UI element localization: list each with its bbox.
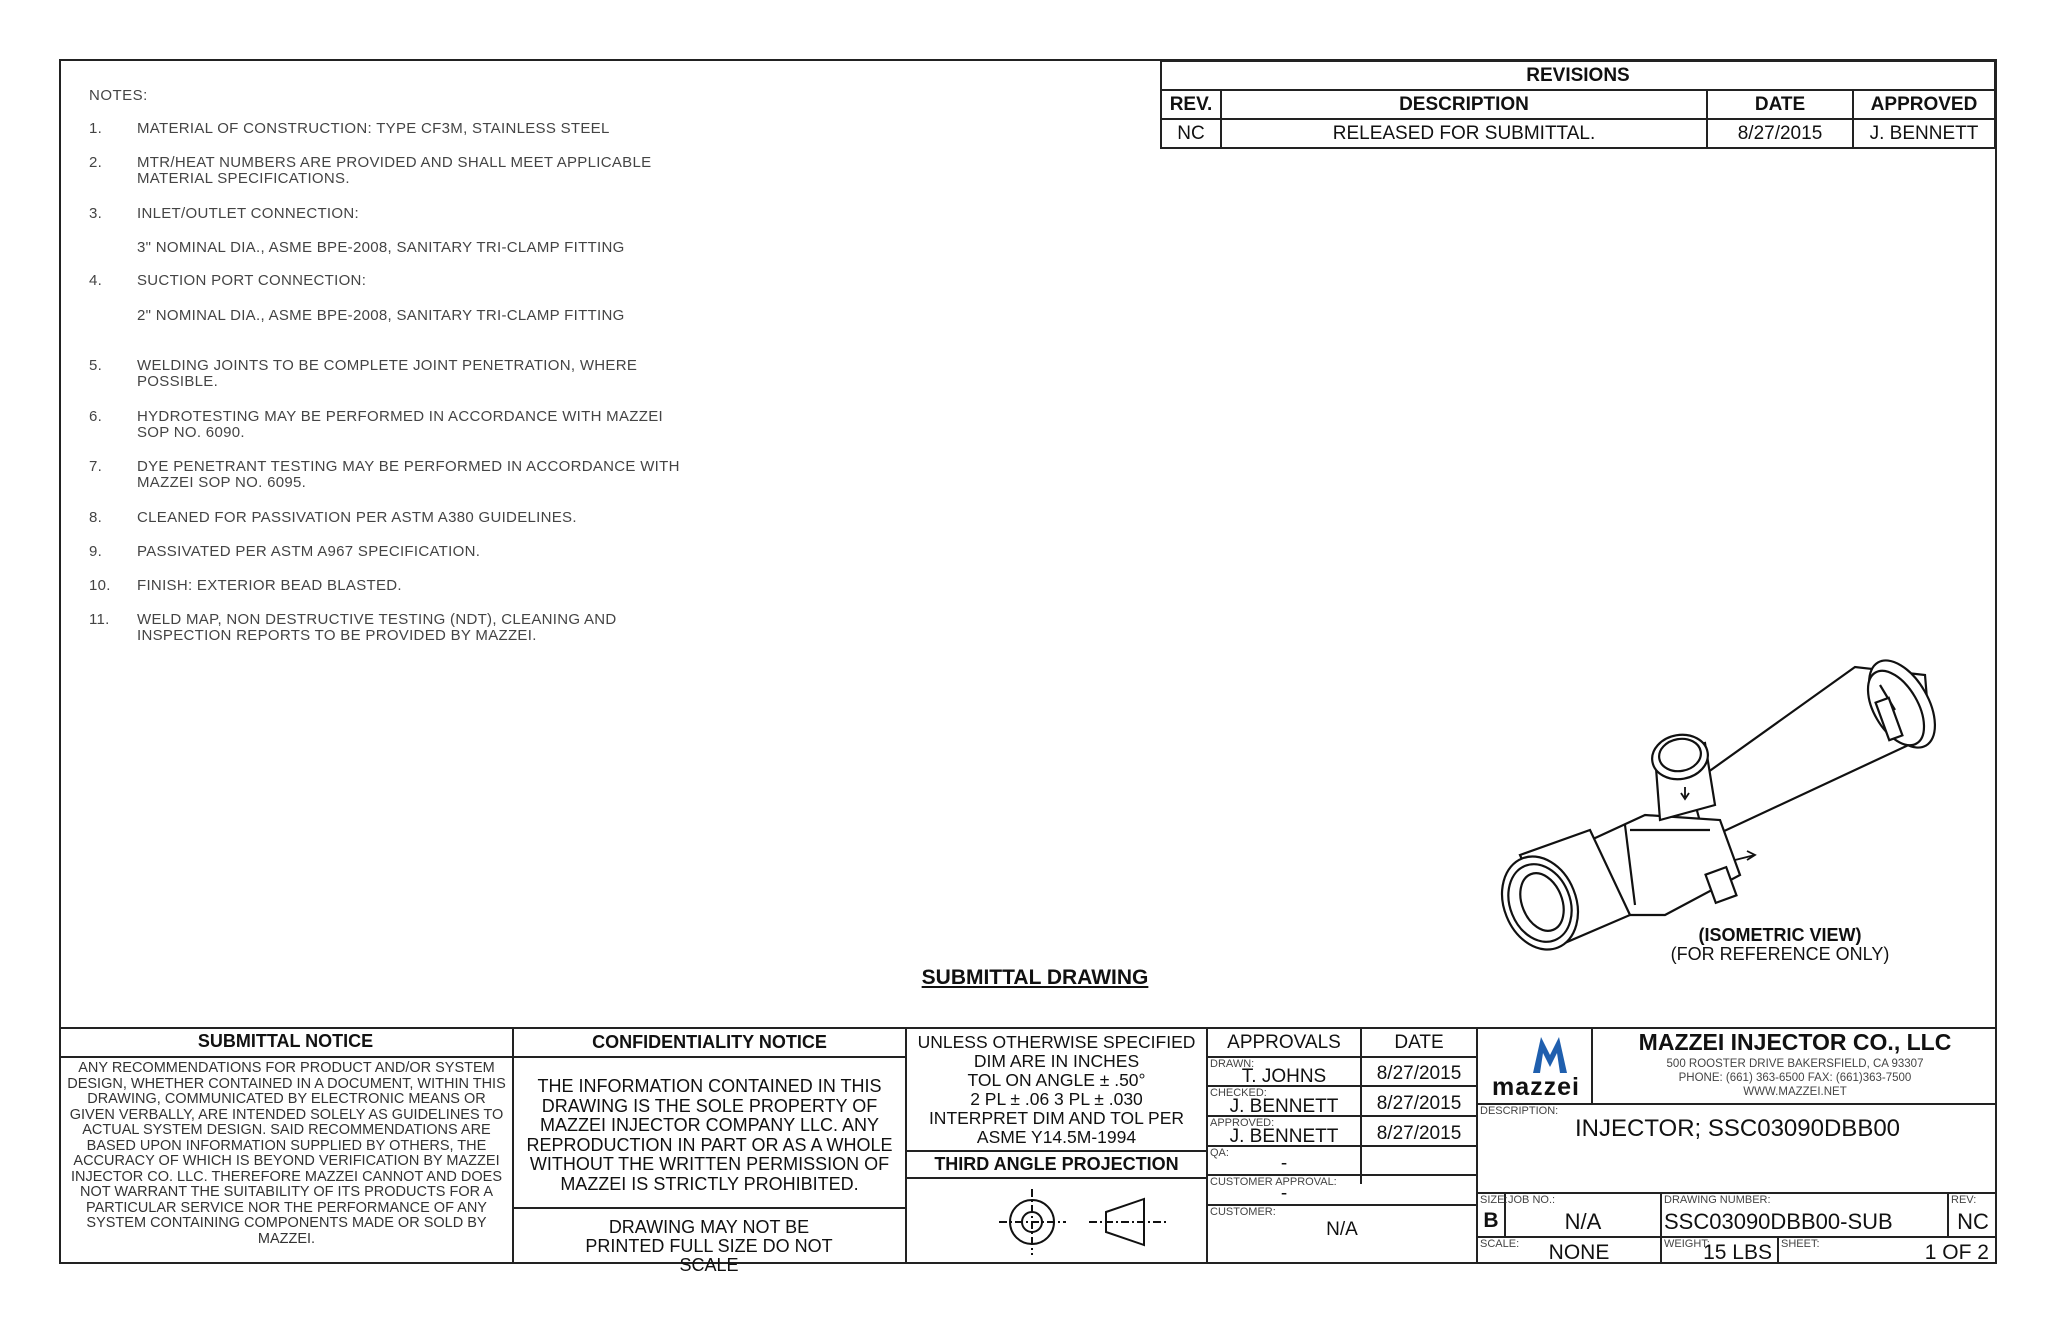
- approved-cell: J. BENNETT: [1853, 119, 1995, 148]
- description-label: DESCRIPTION:: [1480, 1105, 1559, 1117]
- approved-label: APPROVED:: [1210, 1117, 1275, 1129]
- drawing-description: INJECTOR; SSC03090DBB00: [1574, 1115, 1901, 1142]
- weight-label: WEIGHT:: [1664, 1238, 1710, 1250]
- scale-value: NONE: [1548, 1241, 1610, 1264]
- isometric-injector-drawing: [1460, 615, 1960, 960]
- size-label: SIZE:: [1480, 1194, 1508, 1206]
- revisions-table: [1160, 60, 1996, 149]
- isometric-view-label: (ISOMETRIC VIEW) (FOR REFERENCE ONLY): [1670, 925, 1890, 964]
- submittal-drawing-title: SUBMITTAL DRAWING: [921, 966, 1149, 989]
- mazzei-logo-icon: [1529, 1033, 1571, 1075]
- description-col-header: DESCRIPTION: [1221, 90, 1707, 119]
- date-col-header: DATE: [1707, 90, 1853, 119]
- notes-title: NOTES:: [89, 87, 148, 104]
- checked-by: J. BENNETT: [1229, 1096, 1339, 1117]
- drawing-number-value: SSC03090DBB00-SUB: [1664, 1209, 1893, 1234]
- revisions-title: REVISIONS: [1161, 61, 1995, 90]
- rev-cell: NC: [1161, 119, 1221, 148]
- print-note: DRAWING MAY NOT BE PRINTED FULL SIZE DO NOT SCALE: [585, 1217, 833, 1275]
- submittal-notice-title: SUBMITTAL NOTICE: [197, 1031, 374, 1051]
- rev-label: REV:: [1951, 1194, 1977, 1206]
- rev-value: NC: [1957, 1209, 1989, 1234]
- job-number-label: JOB NO.:: [1508, 1194, 1556, 1206]
- approvals-date-header: DATE: [1394, 1032, 1444, 1053]
- customer-value: N/A: [1326, 1219, 1358, 1240]
- qa-label: QA:: [1210, 1147, 1229, 1159]
- drawing-number-label: DRAWING NUMBER:: [1664, 1194, 1771, 1206]
- company-name: MAZZEI INJECTOR CO., LLC: [1638, 1029, 1952, 1055]
- customer-approval-label: CUSTOMER APPROVAL:: [1210, 1176, 1337, 1188]
- tolerance-notes: UNLESS OTHERWISE SPECIFIED DIM ARE IN INCHES TOL ON ANGLE ± .50° 2 PL ± .06 3 PL ± .030 INTERPRET DIM AND TOL PER ASME Y14.5M-1994: [917, 1032, 1196, 1147]
- title-block: [59, 1027, 1997, 1275]
- approved-date: 8/27/2015: [1376, 1123, 1462, 1144]
- drawn-date: 8/27/2015: [1376, 1063, 1462, 1084]
- company-address: 500 ROOSTER DRIVE BAKERSFIELD, CA 93307: [1666, 1058, 1924, 1070]
- third-angle-projection-symbol: [994, 1184, 1204, 1259]
- job-number-value: N/A: [1564, 1209, 1602, 1234]
- scale-label: SCALE:: [1480, 1238, 1520, 1250]
- sheet-label: SHEET:: [1781, 1238, 1820, 1250]
- company-website: WWW.MAZZEI.NET: [1743, 1086, 1847, 1098]
- submittal-notice-text: ANY RECOMMENDATIONS FOR PRODUCT AND/OR SYSTEM DESIGN, WHETHER CONTAINED IN A DOCUMENT, WITHIN THIS DRAWING, COMMUNICATED BY ELECTRONIC MEANS OR GIVEN VERBALLY, ARE INTENDED SOLELY AS GUIDELINES TO ACTUAL SYSTEM DESIGN. SAID RECOMMENDATIONS ARE BASED UPON INFORMATION SUPPLIED BY OTHERS, THE ACCURACY OF WHICH IS BEYOND VERIFICATION BY MAZZEI INJECTOR CO. LLC. THEREFORE MAZZEI CANNOT AND DOES NOT WARRANT THE SUITABILITY OF ITS PRODUCTS FOR A PARTICULAR SERVICE NOR THE PERFORMANCE OF ANY SYSTEM CONTAINING COMPONENTS MADE OR SOLD BY MAZZEI.: [67, 1060, 506, 1247]
- confidentiality-title: CONFIDENTIALITY NOTICE: [592, 1032, 827, 1052]
- checked-date: 8/27/2015: [1376, 1093, 1462, 1114]
- approved-by: J. BENNETT: [1229, 1126, 1339, 1147]
- checked-label: CHECKED:: [1210, 1087, 1267, 1099]
- approvals-header: APPROVALS: [1227, 1032, 1341, 1053]
- drawn-label: DRAWN:: [1210, 1058, 1255, 1070]
- customer-label: CUSTOMER:: [1210, 1206, 1276, 1218]
- qa-value: -: [1280, 1153, 1288, 1174]
- sheet-value: 1 OF 2: [1924, 1241, 1989, 1264]
- date-cell: 8/27/2015: [1707, 119, 1853, 148]
- drawn-by: T. JOHNS: [1241, 1066, 1327, 1087]
- confidentiality-text: THE INFORMATION CONTAINED IN THIS DRAWING IS THE SOLE PROPERTY OF MAZZEI INJECTOR COMPANY LLC. ANY REPRODUCTION IN PART OR AS A WHOLE WITHOUT THE WRITTEN PERMISSION OF MAZZEI IS STRICTLY PROHIBITED.: [526, 1076, 893, 1194]
- projection-label: THIRD ANGLE PROJECTION: [934, 1154, 1179, 1174]
- size-value: B: [1483, 1209, 1499, 1232]
- company-phone: PHONE: (661) 363-6500 FAX: (661)363-7500: [1678, 1072, 1912, 1084]
- table-row: [1161, 119, 1995, 148]
- rev-col-header: REV.: [1161, 90, 1221, 119]
- description-cell: RELEASED FOR SUBMITTAL.: [1221, 119, 1707, 148]
- customer-approval-value: -: [1280, 1183, 1288, 1204]
- weight-value: 15 LBS: [1703, 1241, 1772, 1264]
- approved-col-header: APPROVED: [1853, 90, 1995, 119]
- mazzei-logo-text: mazzei: [1492, 1073, 1580, 1101]
